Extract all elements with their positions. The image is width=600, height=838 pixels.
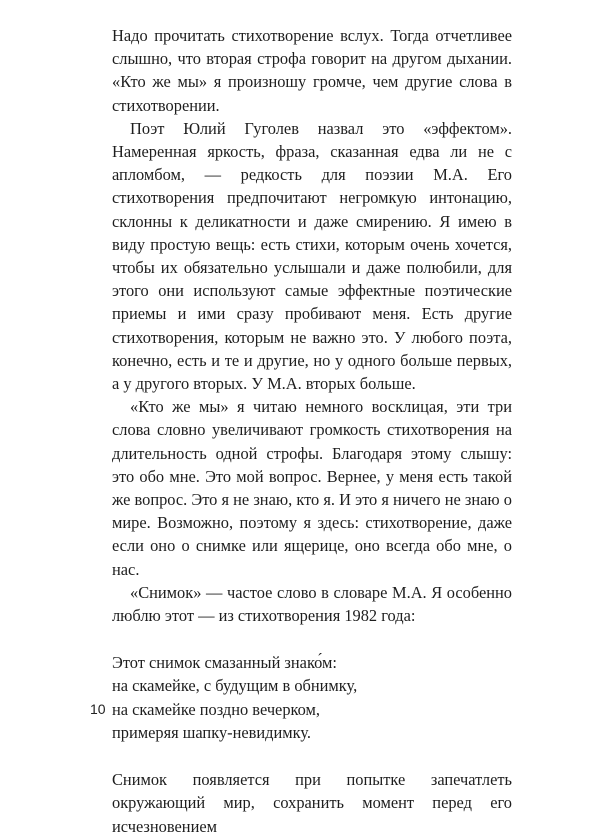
poem-line-1: Этот снимок смазанный знако́м: [112,653,337,673]
main-text [112,24,512,838]
paragraph-4: «Снимок» — частое слово в словаре М.А. Я особенно люблю этот — из стихотворения 1982 года: [112,582,512,626]
page-number: 10 [90,701,106,717]
paragraph-3: «Кто же мы» я читаю немного восклицая, эти три слова словно увеличивают громкость стихотворения на длительность одной строфы. Благодаря этому слышу: это обо мне. Это мой вопрос. Вернее, у меня есть такой же вопрос. Это я не знаю, кто я. И это я ничего не знаю о мире. Возможно, поэтому я здесь: стихотворение, даже если оно о снимке или ящерице, оно всегда обо мне, о нас. [112,397,512,579]
poem-quote [112,651,512,744]
poem-line-2: на скамейке, с будущим в обнимку, [112,676,358,696]
paragraph-2: Поэт Юлий Гуголев назвал это «эффектом». Намеренная яркость, фраза, сказанная едва ли не с апломбом, — редкость для поэзии М.А. Его стихотворения предпочитают негромкую интонацию, склонны к деликатности и даже смирению. Я имею в виду простую вещь: есть стихи, которым очень хочется, чтобы их обязательно услышали и даже полюбили, для этого они используют самые эффектные поэтические приемы и ими сразу пробивают меня. Есть другие стихотворения, которым не важно это. У любого поэта, конечно, есть и те и другие, но у одного больше первых, а у другого вторых. У М.А. вторых больше. [112,118,512,394]
poem-line-3: на скамейке поздно вечерком, [112,699,321,719]
poem-line-4: примеряя шапку-невидимку. [112,722,312,742]
paragraph-after-poem: Снимок появляется при попытке запечатлеть окружающий мир, сохранить момент перед его исчезновением [112,770,512,836]
paragraph-1: Надо прочитать стихотворение вслух. Тогда отчетливее слышно, что вторая строфа говорит на другом дыхании. «Кто же мы» я произношу громче, чем другие слова в стихотворении. [112,26,512,115]
